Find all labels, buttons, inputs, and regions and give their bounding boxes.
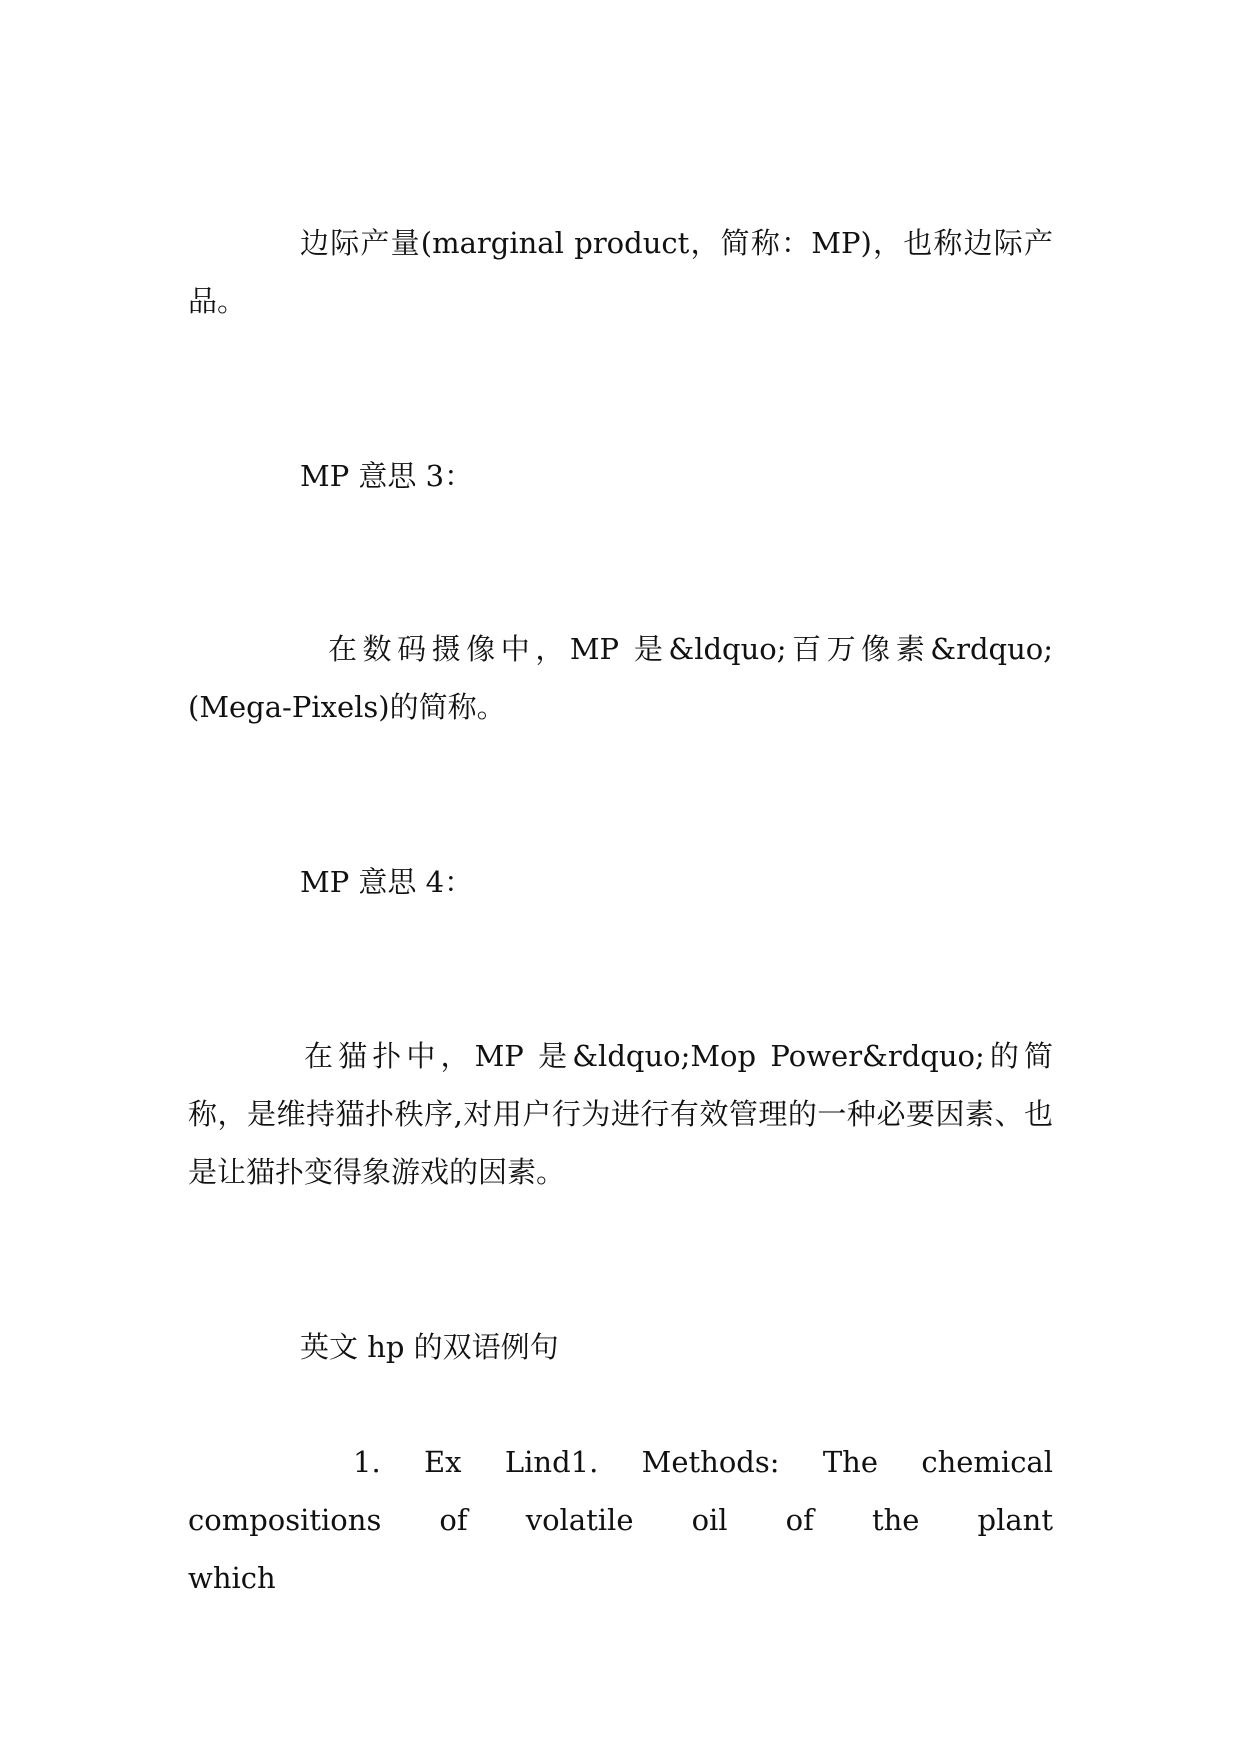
heading-bilingual-examples: 英文 hp 的双语例句 (300, 1330, 559, 1364)
paragraph-mega-pixels: 在数码摄像中，MP 是&ldquo;百万像素&rdquo;(Mega-Pixels)的简称。 (188, 632, 1053, 724)
paragraph-example-1: 1. Ex Lind1. Methods: The chemical compositions of volatile oil of the plant which (188, 1445, 1053, 1595)
paragraph-marginal-product: 边际产量(marginal product，简称：MP)，也称边际产品。 (188, 226, 1053, 318)
heading-mp-meaning-4: MP 意思 4： (300, 865, 474, 899)
paragraph-mop-power: 在猫扑中，MP 是&ldquo;Mop Power&rdquo;的简称，是维持猫扑秩序,对用户行为进行有效管理的一种必要因素、也是让猫扑变得象游戏的因素。 (188, 1039, 1053, 1189)
heading-mp-meaning-3: MP 意思 3： (300, 459, 474, 493)
